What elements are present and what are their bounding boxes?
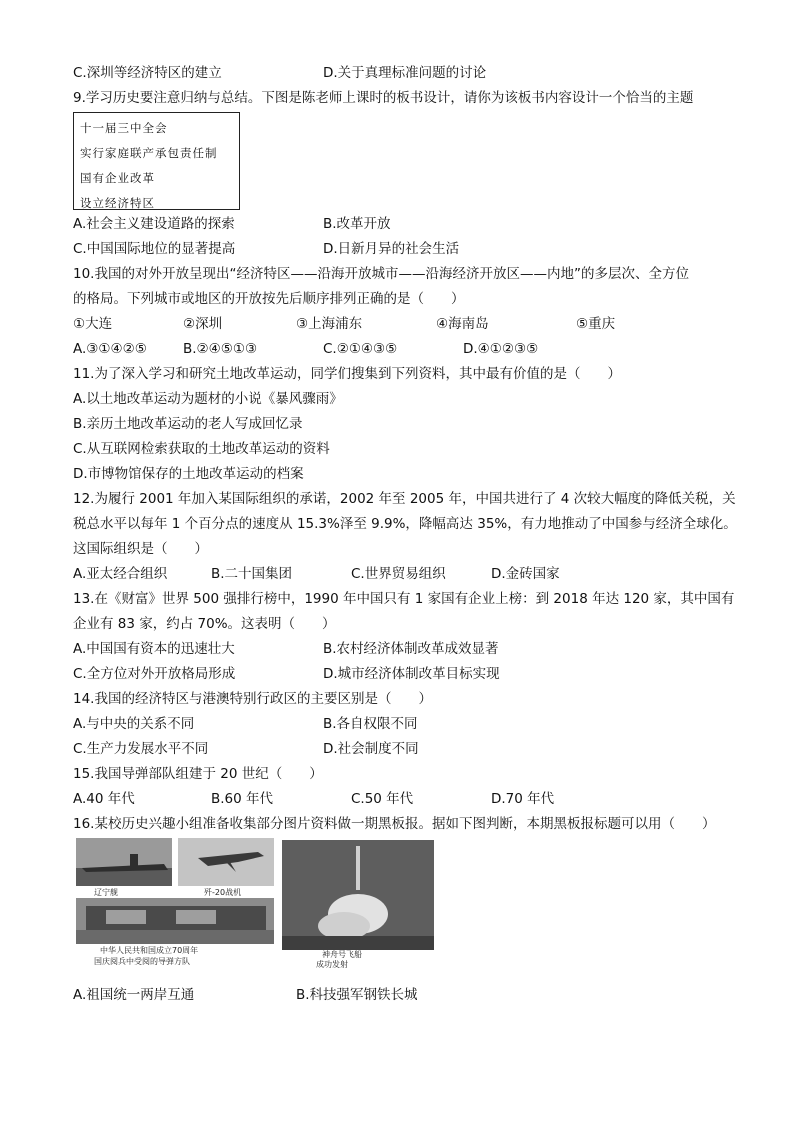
q16-photo-collage: [76, 838, 436, 970]
q10-option-d: D.④①②③⑤: [463, 341, 539, 357]
q16-option-b: B.科技强军钢铁长城: [296, 987, 418, 1003]
caption-rocket-2: 成功发射: [316, 960, 348, 969]
q15-option-d: D.70 年代: [491, 791, 555, 807]
q13-option-a: A.中国国有资本的迅速壮大: [73, 641, 235, 657]
q14-stem: 14.我国的经济特区与港澳特别行政区的主要区别是（ ）: [73, 691, 432, 707]
q12-option-a: A.亚太经合组织: [73, 566, 168, 582]
board-line: 实行家庭联产承包责任制: [80, 146, 218, 160]
q10-item: ⑤重庆: [576, 316, 616, 332]
q15-stem: 15.我国导弹部队组建于 20 世纪（ ）: [73, 766, 323, 782]
rocket-launch-image: [282, 840, 434, 950]
q12-option-d: D.金砖国家: [491, 566, 560, 582]
q12-option-b: B.二十国集团: [211, 566, 293, 582]
q10-item: ③上海浦东: [296, 316, 363, 332]
q13-stem-line1: 13.在《财富》世界 500 强排行榜中，1990 年中国只有 1 家国有企业上榜：到 2018 年达 120 家，其中国有: [73, 591, 735, 607]
aircraft-carrier-image: [76, 838, 172, 886]
q11-option-b: B.亲历土地改革运动的老人写成回忆录: [73, 416, 303, 432]
q12-option-c: C.世界贸易组织: [351, 566, 446, 582]
q16-option-a: A.祖国统一两岸互通: [73, 987, 195, 1003]
q15-option-a: A.40 年代: [73, 791, 135, 807]
q13-option-c: C.全方位对外开放格局形成: [73, 666, 236, 682]
q10-item: ②深圳: [183, 316, 223, 332]
board-line: 设立经济特区: [80, 196, 155, 210]
q13-option-d: D.城市经济体制改革目标实现: [323, 666, 500, 682]
q10-stem-line2: 的格局。下列城市或地区的开放按先后顺序排列正确的是（ ）: [73, 291, 465, 307]
q14-option-a: A.与中央的关系不同: [73, 716, 195, 732]
q11-option-c: C.从互联网检索获取的土地改革运动的资料: [73, 441, 330, 457]
caption-rocket-1: 神舟号飞船: [322, 950, 362, 959]
board-line: 十一届三中全会: [80, 121, 168, 135]
q8-option-c: C.深圳等经济特区的建立: [73, 65, 222, 81]
q11-stem: 11.为了深入学习和研究土地改革运动，同学们搜集到下列资料，其中最有价值的是（ ）: [73, 366, 621, 382]
caption-parade-1: 中华人民共和国成立70周年: [100, 946, 199, 955]
q9-option-c: C.中国国际地位的显著提高: [73, 241, 236, 257]
q15-option-c: C.50 年代: [351, 791, 414, 807]
q9-option-d: D.日新月异的社会生活: [323, 241, 460, 257]
q9-stem: 9.学习历史要注意归纳与总结。下图是陈老师上课时的板书设计，请你为该板书内容设计一个恰当的主题: [73, 90, 694, 106]
q14-option-c: C.生产力发展水平不同: [73, 741, 209, 757]
q10-item: ④海南岛: [436, 316, 489, 332]
aircraft-carrier-photo: [76, 838, 172, 886]
caption-parade-2: 国庆阅兵中受阅的导弹方队: [94, 957, 190, 966]
q14-option-b: B.各自权限不同: [323, 716, 418, 732]
q16-stem: 16.某校历史兴趣小组准备收集部分图片资料做一期黑板报。据如下图判断，本期黑板报标题可以用（ ）: [73, 816, 716, 832]
q9-blackboard: [73, 112, 240, 210]
q13-option-b: B.农村经济体制改革成效显著: [323, 641, 499, 657]
q13-stem-line2: 企业有 83 家，约占 70%。这表明（ ）: [73, 616, 336, 632]
parade-photo: [76, 898, 274, 944]
q10-stem-line1: 10.我国的对外开放呈现出“经济特区——沿海开放城市——沿海经济开放区——内地”的多层次、全方位: [73, 266, 689, 282]
missile-parade-image: [76, 898, 274, 944]
q10-item: ①大连: [73, 316, 113, 332]
caption-carrier: 辽宁舰: [94, 888, 118, 897]
q12-stem-line1: 12.为履行 2001 年加入某国际组织的承诺，2002 年至 2005 年，中国共进行了 4 次较大幅度的降低关税，关: [73, 491, 736, 507]
q12-stem-line3: 这国际组织是（ ）: [73, 541, 208, 557]
caption-fighter: 歼-20战机: [204, 888, 242, 897]
q10-option-a: A.③①④②⑤: [73, 341, 147, 357]
q14-option-d: D.社会制度不同: [323, 741, 419, 757]
board-line: 国有企业改革: [80, 171, 155, 185]
q12-stem-line2: 税总水平以每年 1 个百分点的速度从 15.3%泽至 9.9%，降幅高达 35%，有力地推动了中国参与经济全球化。: [73, 516, 737, 532]
q10-option-b: B.②④⑤①③: [183, 341, 258, 357]
q10-option-c: C.②①④③⑤: [323, 341, 398, 357]
rocket-launch-photo: [282, 840, 434, 950]
q11-option-d: D.市博物馆保存的土地改革运动的档案: [73, 466, 304, 482]
q11-option-a: A.以土地改革运动为题材的小说《暴风骤雨》: [73, 391, 343, 407]
q15-option-b: B.60 年代: [211, 791, 274, 807]
fighter-jet-image: [178, 838, 274, 886]
q9-option-a: A.社会主义建设道路的探索: [73, 216, 235, 232]
q9-option-b: B.改革开放: [323, 216, 391, 232]
q8-option-d: D.关于真理标准问题的讨论: [323, 65, 487, 81]
fighter-jet-photo: [178, 838, 274, 886]
